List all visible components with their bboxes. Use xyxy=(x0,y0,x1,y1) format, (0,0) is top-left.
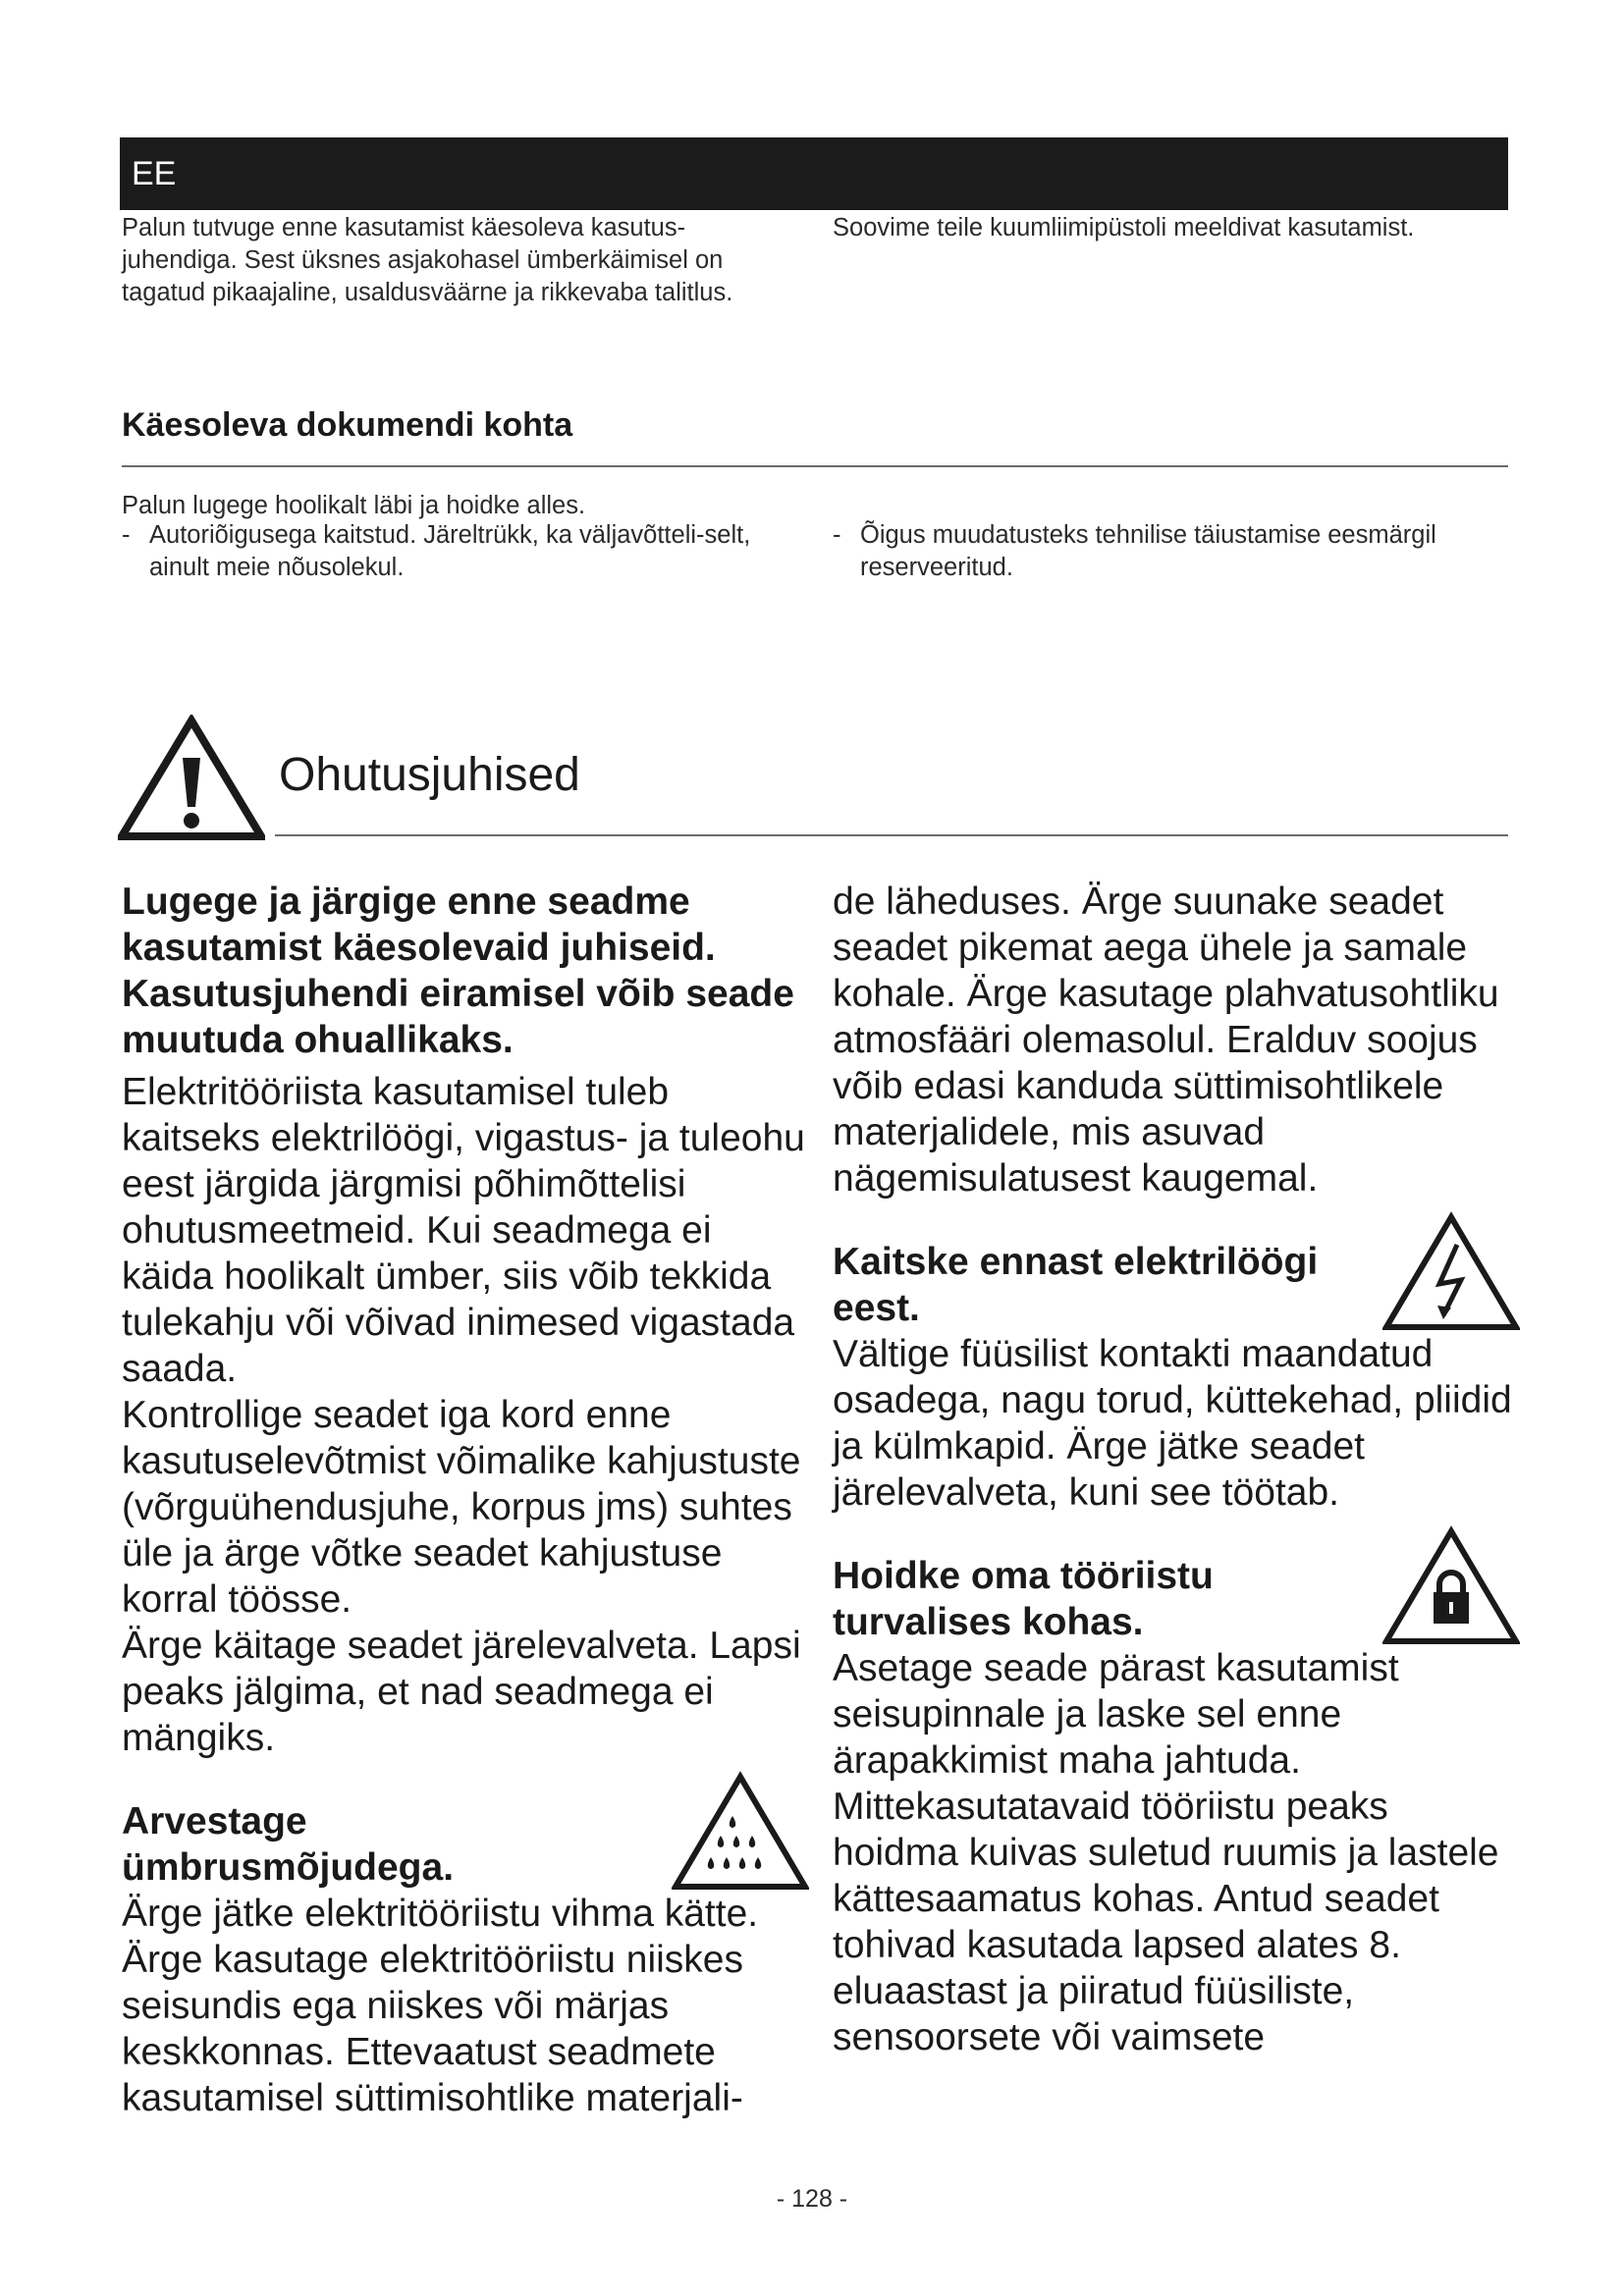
changes-bullet xyxy=(833,519,1520,584)
safety-unattended-paragraph: Ärge käitage seadet järelevalveta. Lapsi peaks jälgima, et nad seadmega ei mängiks. xyxy=(122,1625,801,1759)
electric-shock-icon xyxy=(1382,1211,1520,1333)
care-note: Palun lugege hoolikalt läbi ja hoidke alles. xyxy=(122,492,586,519)
safety-title: Ohutusjuhised xyxy=(279,749,580,801)
copyright-text: Autoriõigusega kaitstud. Järeltrükk, ka väljavõtteli-selt, ainult meie nõusolekul. xyxy=(149,521,751,581)
environment-continued-text: de läheduses. Ärge suunake seadet seadet pikemat aega ühele ja samale kohale. Ärge kasutage plahvatusohtliku atmosfääri olemasolul. Eralduv soojus võib edasi kanduda süttimisohtlikele materjalidele, mis asuvad nägemisulatusest kaugemal. xyxy=(833,881,1499,1200)
bullet-dash: - xyxy=(122,521,131,549)
safety-intro-paragraph: Elektritööriista kasutamisel tuleb kaitseks elektrilöögi, vigastus- ja tuleohu eest järgida järgmisi põhimõttelisi ohutusmeetmeid. Kui seadmega ei käida hoolikalt ümber, siis võib tekkida tulekahju või võivad inimesed vigastada saada. xyxy=(122,1071,805,1390)
document-section-heading: Käesoleva dokumendi kohta xyxy=(122,406,573,444)
warning-triangle-icon xyxy=(118,715,265,842)
electric-section xyxy=(833,1239,1520,1516)
copyright-bullet xyxy=(122,519,799,584)
safety-check-paragraph: Kontrollige seadet iga kord enne kasutuselevõtmist võimalike kahjustuste (võrguühendusjuhe, korpus jms) suhtes üle ja ärge võtke seadet kahjustuse korral töösse. xyxy=(122,1394,801,1621)
bullet-dash: - xyxy=(833,521,841,549)
page-number: - 128 - xyxy=(776,2185,848,2213)
language-code: EE xyxy=(132,155,177,192)
safety-divider xyxy=(275,834,1508,836)
language-header-bar xyxy=(120,137,1508,210)
environment-section xyxy=(122,1798,809,2121)
safety-right-column xyxy=(833,879,1520,2060)
storage-section xyxy=(833,1553,1520,2060)
section-divider xyxy=(122,465,1508,467)
environment-text: Ärge jätke elektritööriistu vihma kätte. Ärge kasutage elektritööriistu niiskes seisundis ega niiskes või märjas keskkonnas. Ettevaatust seadmete kasutamisel süttimisohtlike materjali- xyxy=(122,1893,759,2119)
rain-hazard-icon xyxy=(672,1771,809,1893)
storage-heading: Hoidke oma tööriistu turvalises kohas. xyxy=(833,1555,1214,1643)
lock-icon xyxy=(1382,1525,1520,1647)
changes-text: Õigus muudatusteks tehnilise täiustamise eesmärgil reserveeritud. xyxy=(860,521,1436,581)
storage-text: Asetage seade pärast kasutamist seisupinnale ja laske sel enne ärapakkimist maha jahtuda. Mittekasutatavaid tööriistu peaks hoidma kuivas suletud ruumis ja lastele kättesaamatus kohas. Antud seadet tohivad kasutada lapsed alates 8. eluaastast ja piiratud füüsiliste, sensoorsete või vaimsete xyxy=(833,1647,1499,2058)
electric-heading: Kaitske ennast elektrilöögi eest. xyxy=(833,1241,1319,1329)
safety-left-column xyxy=(122,879,809,2121)
environment-heading: Arvestage ümbrusmõjudega. xyxy=(122,1800,455,1889)
intro-text-left: Palun tutvuge enne kasutamist käesoleva kasutus-juhendiga. Sest üksnes asjakohasel ümberkäimisel on tagatud pikaajaline, usaldusväärne ja rikkevaba talitlus. xyxy=(122,214,733,306)
safety-lead: Lugege ja järgige enne seadme kasutamist käesolevaid juhiseid. Kasutusjuhendi eiramisel võib seade muutuda ohuallikaks. xyxy=(122,881,794,1061)
electric-text: Vältige füüsilist kontakti maandatud osadega, nagu torud, küttekehad, pliidid ja külmkapid. Ärge jätke seadet järelevalveta, kuni see töötab. xyxy=(833,1333,1512,1514)
intro-text-right: Soovime teile kuumliimipüstoli meeldivat kasutamist. xyxy=(833,214,1415,241)
